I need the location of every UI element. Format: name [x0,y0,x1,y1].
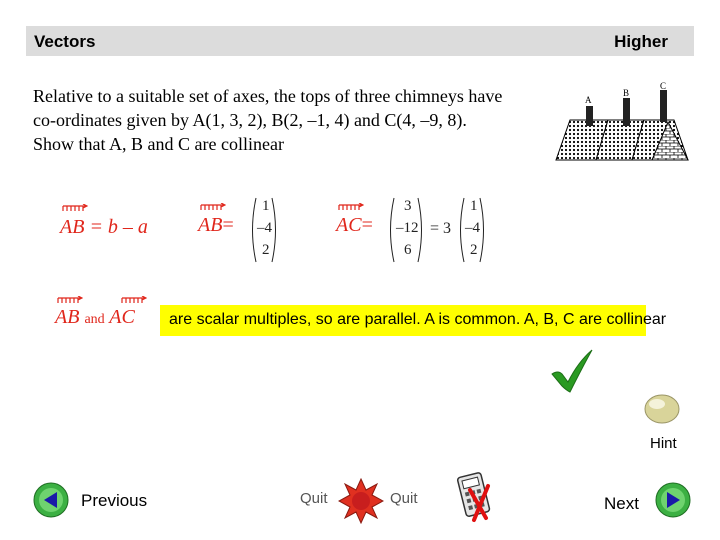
label-c: C [660,81,667,91]
vector-ac: AC [336,214,362,236]
vector-ab: AB [55,306,80,328]
equals-sign: = [361,214,373,236]
problem-line: Show that A, B and C are collinear [33,134,284,154]
vector-component: 2 [262,242,270,258]
next-arrow-button[interactable] [654,481,692,519]
equation-ac-vector [336,194,496,266]
quit-link-left[interactable]: Quit [300,490,328,507]
label-a: A [585,95,592,105]
vector-ac: AC [109,306,135,328]
header-bar [26,26,694,56]
previous-link[interactable]: Previous [81,491,148,510]
vector-component: 6 [404,242,412,258]
equals-sign: = [222,214,234,236]
vector-component: 1 [262,198,270,214]
hint-bulb-button[interactable] [642,392,682,426]
vectors-ab-and-ac [55,296,159,332]
hint-label[interactable]: Hint [650,435,677,452]
problem-line: co-ordinates given by A(1, 3, 2), B(2, –1, 4) and C(4, –9, 8). [33,110,467,130]
vector-component: –4 [465,220,480,236]
next-link[interactable]: Next [604,494,639,513]
chimneys-illustration [552,80,692,164]
quit-stop-button[interactable] [338,478,384,524]
vector-arrow-icon [338,203,364,211]
equation-ab-difference [60,204,170,244]
tick-icon [548,348,596,394]
level-label: Higher [614,32,668,51]
problem-line: Relative to a suitable set of axes, the tops of three chimneys have [33,86,503,106]
conclusion-text: are scalar multiples, so are parallel. A is common. A, B, C are collinear [169,311,667,328]
vector-ab: AB [60,216,85,238]
vector-arrow-icon [62,204,88,212]
conclusion-statement [160,305,667,336]
quit-link-right[interactable]: Quit [390,490,418,507]
equation-ab-vector [198,194,288,266]
calculator-cross-icon[interactable] [452,468,500,524]
equation-rhs: = b – a [89,216,148,238]
label-b: B [623,88,630,98]
vector-component: –12 [396,220,419,236]
scalar-multiple: = 3 [430,220,452,237]
vector-component: –4 [257,220,272,236]
and-word: and [84,312,105,327]
topic-title: Vectors [34,32,96,51]
vector-arrow-icon [121,296,147,304]
vector-component: 3 [404,198,412,214]
vector-arrow-icon [57,296,83,304]
vector-component: 1 [470,198,478,214]
previous-arrow-button[interactable] [32,481,70,519]
vector-ab: AB [198,214,223,236]
vector-arrow-icon [200,203,226,211]
problem-text [33,84,563,156]
vector-component: 2 [470,242,478,258]
